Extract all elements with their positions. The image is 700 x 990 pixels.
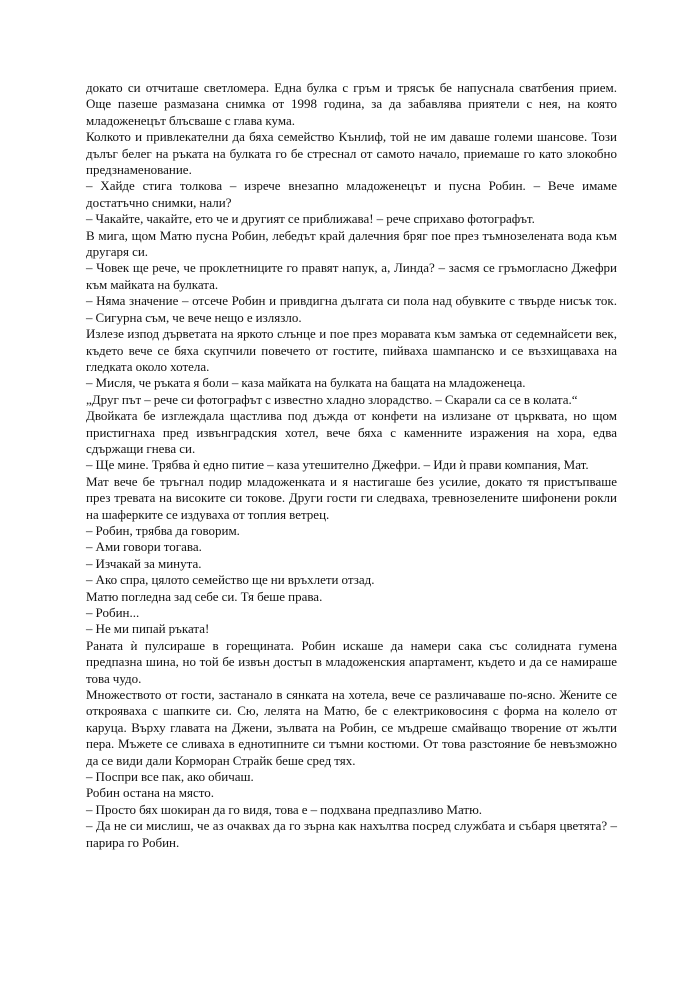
paragraph: Множеството от гости, застанало в сянката на хотела, вече се различаваше по-ясно. Жените се открояваха с шапките си. Сю, лелята на Матю, бе с електриковосиня с форма на колело от каруца. Върху главата на Джени, зълвата на Робин, се мъдреше смайващо творение от жълти пера. Мъжете се сливаха в еднотипните си тъмни костюми. От това разстояние бе невъзможно да се види дали Корморан Страйк беше сред тях.: [86, 687, 617, 768]
paragraph: В мига, щом Матю пусна Робин, лебедът край далечния бряг пое през тъмнозелената вода към другаря си.: [86, 227, 617, 260]
paragraph: – Просто бях шокиран да го видя, това е – подхвана предпазливо Матю.: [86, 801, 483, 817]
paragraph: – Ще мине. Трябва ѝ едно питие – каза утешително Джефри. – Иди ѝ прави компания, Мат.: [86, 457, 589, 473]
paragraph: – Робин...: [86, 605, 140, 620]
paragraph: Матю погледна зад себе си. Тя беше права.: [86, 588, 323, 604]
paragraph: докато си отчиташе светломера. Една булка с гръм и трясък бе напуснала сватбения прием. Още пазеше размазана снимка от 1998 година, за да забавлява приятели с нея, на която младоженецът блъсваше с глава кума.: [86, 80, 617, 128]
paragraph: Раната ѝ пулсираше в горещината. Робин искаше да намери сака със солидната гумена предпазна шина, но той бе извън достъп в младоженския апартамент, където и да се намираше това чудо.: [86, 637, 617, 686]
paragraph: Двойката бе изглеждала щастлива под дъжда от конфети на излизане от църквата, но щом пристигнаха пред извънградския хотел, вече бяха с каменните изражения на хора, едва сдържащи гнева си.: [86, 408, 617, 456]
paragraph: – Човек ще рече, че проклетниците го правят напук, а, Линда? – засмя се гръмогласно Джефри към майката на булката.: [86, 260, 617, 292]
paragraph: Излезе изпод дърветата на яркото слънце и пое през моравата към замъка от седемнайсети век, където вече се бяха скупчили повечето от гостите, пийваха шампанско и се възхищаваха на гледката около хотела.: [86, 326, 617, 374]
paragraph: Мат вече бе тръгнал подир младоженката и я настигаше без усилие, докато тя пристъпваше през тревата на високите си токове. Други гости ги следваха, тревнозелените шифонени рокли на шаферките се издуваха от топлия ветрец.: [86, 473, 617, 522]
paragraph: – Хайде стига толкова – изрече внезапно младоженецът и пусна Робин. – Вече имаме достатъчно снимки, нали?: [86, 178, 617, 210]
paragraph: Колкото и привлекателни да бяха семейство Кънлиф, той не им даваше големи шансове. Този дълъг белег на ръката на булката го бе стреснал от самото начало, приемаше го като злокобно предзнаменование.: [86, 129, 617, 178]
paragraph: – Мисля, че ръката я боли – каза майката на булката на бащата на младоженеца.: [86, 375, 526, 391]
paragraph: „Друг път – рече си фотографът с известно хладно злорадство. – Скарали са се в колата.“: [86, 391, 578, 407]
body-text: [86, 80, 617, 851]
paragraph: Робин остана на място.: [86, 785, 214, 801]
paragraph: – Да не си мислиш, че аз очаквах да го зърна как нахълтва посред службата и събаря цветята? – парира го Робин.: [86, 818, 617, 850]
paragraph: – Ами говори тогава.: [86, 539, 202, 555]
paragraph: – Поспри все пак, ако обичаш.: [86, 769, 254, 785]
paragraph: – Робин, трябва да говорим.: [86, 522, 240, 538]
paragraph: – Ако спра, цялото семейство ще ни връхлети отзад.: [86, 572, 375, 588]
paragraph: – Няма значение – отсече Робин и привдигна дългата си пола над обувките с твърде нисък ток. – Сигурна съм, че вече нещо е излязло.: [86, 293, 617, 325]
paragraph: – Изчакай за минута.: [86, 555, 202, 571]
paragraph: – Не ми пипай ръката!: [86, 621, 210, 637]
paragraph: – Чакайте, чакайте, ето че и другият се приближава! – рече сприхаво фотографът.: [86, 211, 535, 227]
